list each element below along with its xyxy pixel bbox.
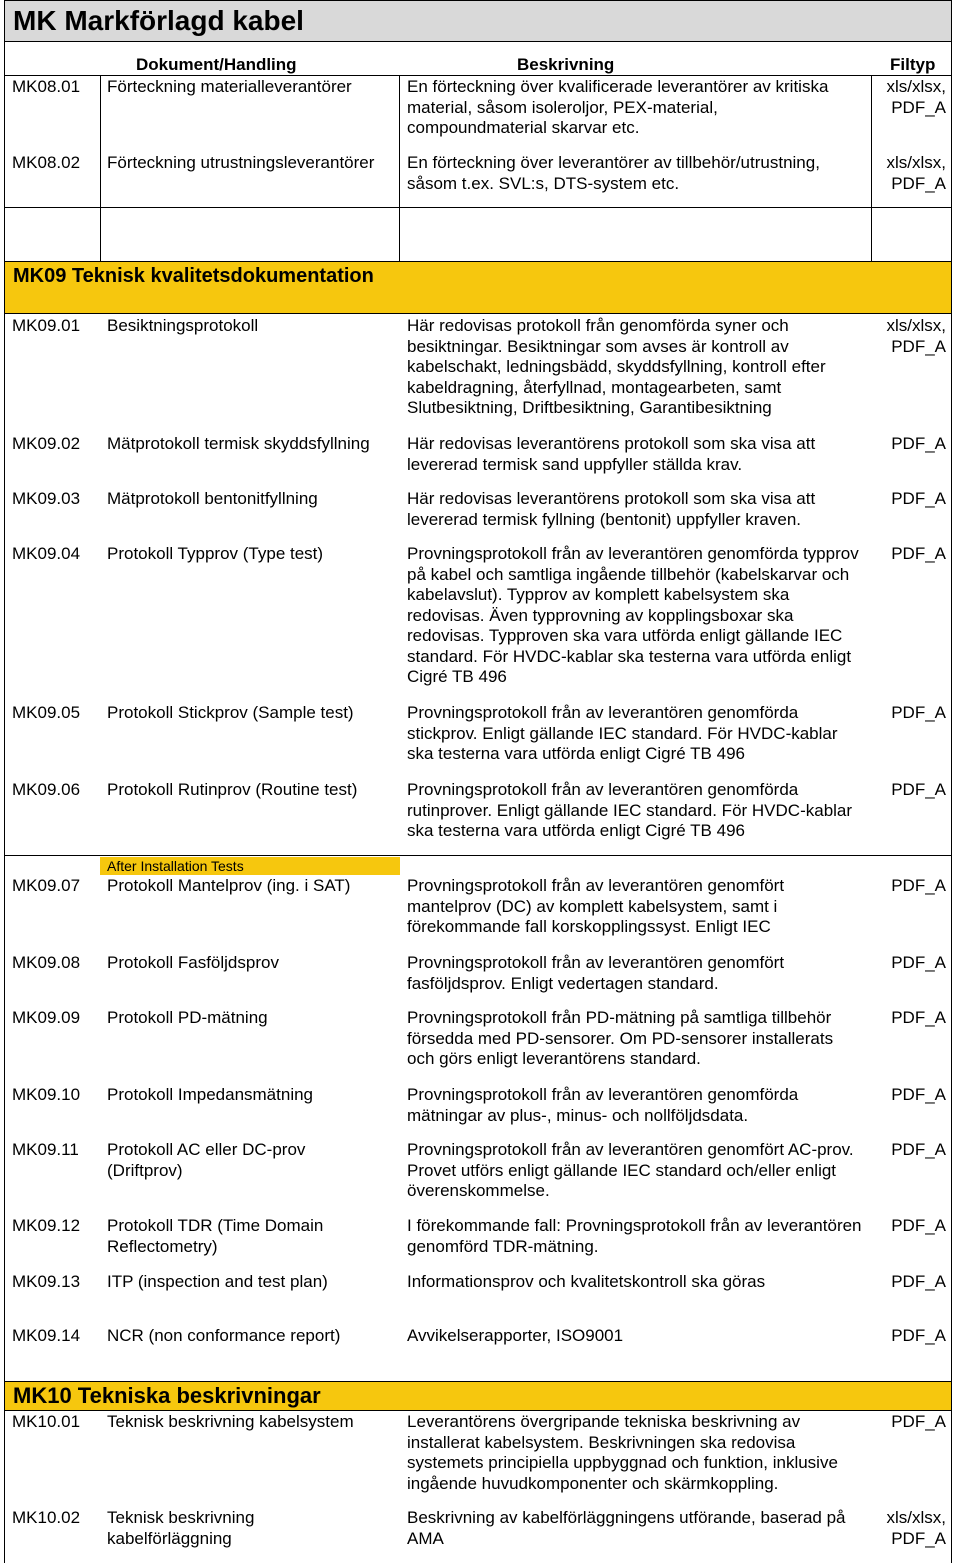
- row-id: MK09.11: [12, 1140, 79, 1159]
- row-description: Provningsprotokoll från PD-mätning på samtliga tillbehör försedda med PD-sensorer. Om PD-sensorer installerats och görs enligt leverantörens standard.: [407, 1008, 834, 1068]
- row-id: MK09.12: [12, 1216, 81, 1235]
- row-name: Besiktningsprotokoll: [107, 316, 259, 335]
- divider: [4, 313, 952, 314]
- row-id: MK09.09: [12, 1008, 81, 1027]
- row-name: Protokoll PD-mätning: [107, 1008, 268, 1027]
- row-filetype: PDF_A: [891, 1272, 946, 1291]
- row-id: MK10.02: [12, 1508, 81, 1527]
- row-id: MK10.01: [12, 1412, 81, 1431]
- row-description: Provningsprotokoll från av leverantören genomfört fasföljdsprov. Enligt vedertagen standard.: [407, 953, 785, 993]
- row-description: Provningsprotokoll från av leverantören genomförda rutinprover. Enligt gällande IEC standard. För HVDC-kablar ska testerna vara utförda enligt Cigré TB 496: [407, 780, 853, 840]
- row-name: Protokoll Fasföljdsprov: [107, 953, 279, 972]
- row-name: Protokoll AC eller DC-prov (Driftprov): [107, 1140, 306, 1180]
- section-header-mk09: [4, 261, 952, 313]
- row-name: Protokoll Impedansmätning: [107, 1085, 314, 1104]
- after-installation-tests-label: After Installation Tests: [100, 857, 400, 875]
- row-id: MK08.01: [12, 77, 81, 96]
- row-name: Mätprotokoll termisk skyddsfyllning: [107, 434, 370, 453]
- row-description: Avvikelserapporter, ISO9001: [407, 1326, 624, 1345]
- row-description: En förteckning över kvalificerade leverantörer av kritiska material, såsom isoleroljor, PEX-material, compoundmaterial skarvar etc.: [407, 77, 829, 137]
- row-name: Protokoll TDR (Time Domain Reflectometry): [107, 1216, 324, 1256]
- row-filetype: PDF_A: [891, 703, 946, 722]
- row-filetype: PDF_A: [891, 876, 946, 895]
- row-name: NCR (non conformance report): [107, 1326, 341, 1345]
- row-id: MK09.06: [12, 780, 81, 799]
- row-id: MK08.02: [12, 153, 81, 172]
- row-filetype: PDF_A: [891, 780, 946, 799]
- divider: [4, 1410, 952, 1411]
- row-id: MK09.02: [12, 434, 81, 453]
- row-description: Här redovisas protokoll från genomförda syner och besiktningar. Besiktningar som avses är kontroll av kabelschakt, ledningsbädd, skyddsfyllning, kontroll efter kabeldragning, återfyllnad, montagearbeten, samt Slutbesiktning, Driftbesiktning, Garantibesiktning: [407, 316, 826, 417]
- section-header-mk: [4, 1, 952, 41]
- divider: [4, 75, 952, 76]
- row-name: Teknisk beskrivning kabelsystem: [107, 1412, 354, 1431]
- row-description: Beskrivning av kabelförläggningens utförande, baserad på AMA: [407, 1508, 846, 1548]
- row-filetype: PDF_A: [891, 1326, 946, 1345]
- row-name: Protokoll Stickprov (Sample test): [107, 703, 354, 722]
- row-id: MK09.14: [12, 1326, 81, 1345]
- row-name: Förteckning materialleverantörer: [107, 77, 352, 96]
- row-name: Protokoll Rutinprov (Routine test): [107, 780, 358, 799]
- row-description: Provningsprotokoll från av leverantören genomförda mätningar av plus-, minus- och nollföljdsdata.: [407, 1085, 799, 1125]
- row-filetype: PDF_A: [891, 1412, 946, 1431]
- row-filetype: PDF_A: [891, 544, 946, 563]
- row-name: Förteckning utrustningsleverantörer: [107, 153, 375, 172]
- row-name: Protokoll Typprov (Type test): [107, 544, 324, 563]
- row-description: En förteckning över leverantörer av tillbehör/utrustning, såsom t.ex. SVL:s, DTS-system etc.: [407, 153, 820, 193]
- column-divider: [399, 75, 400, 261]
- row-description: Informationsprov och kvalitetskontroll ska göras: [407, 1272, 766, 1291]
- column-header-description: Beskrivning: [517, 55, 615, 74]
- row-name: Protokoll Mantelprov (ing. i SAT): [107, 876, 351, 895]
- row-id: MK09.01: [12, 316, 81, 335]
- divider: [4, 261, 952, 262]
- row-filetype: PDF_A: [891, 1140, 946, 1159]
- row-description: Leverantörens övergripande tekniska beskrivning av installerat kabelsystem. Beskrivningen ska redovisa systemets principiella uppbyggnad och funktion, inklusive ingående huvudkomponenter och skärmkoppling.: [407, 1412, 838, 1493]
- row-description: Provningsprotokoll från av leverantören genomförda typprov på kabel och samtliga ingående tillbehör (kabelskarvar och kabelavslut). Typprov av komplett kabelsystem ska redovisas. Även typprovning av kopplingsboxar ska redovisas. Typproven ska vara utförda enligt gällande IEC standard. För HVDC-kablar ska testerna vara utförda enligt Cigré TB 496: [407, 544, 859, 686]
- row-name: Mätprotokoll bentonitfyllning: [107, 489, 318, 508]
- row-description: Provningsprotokoll från av leverantören genomfört mantelprov (DC) av komplett kabelsystem, samt i förekommande fall korskopplingssyst. Enligt IEC: [407, 876, 785, 936]
- row-id: MK09.03: [12, 489, 81, 508]
- row-id: MK09.05: [12, 703, 81, 722]
- section-title: MK09 Teknisk kvalitetsdokumentation: [13, 265, 374, 287]
- row-id: MK09.13: [12, 1272, 81, 1291]
- row-description: I förekommande fall: Provningsprotokoll från av leverantören genomförd TDR-mätning.: [407, 1216, 862, 1256]
- section-title: MK10 Tekniska beskrivningar: [13, 1383, 321, 1408]
- row-filetype: xls/xlsx, PDF_A: [886, 77, 946, 117]
- row-id: MK09.07: [12, 876, 81, 895]
- column-header-document: Dokument/Handling: [136, 55, 297, 74]
- row-id: MK09.04: [12, 544, 81, 563]
- divider: [4, 41, 952, 42]
- row-name: Teknisk beskrivning kabelförläggning: [107, 1508, 255, 1548]
- row-id: MK09.08: [12, 953, 81, 972]
- row-name: ITP (inspection and test plan): [107, 1272, 328, 1291]
- row-description: Provningsprotokoll från av leverantören genomförda stickprov. Enligt gällande IEC standard. För HVDC-kablar ska testerna vara utförda enligt Cigré TB 496: [407, 703, 838, 763]
- row-description: Här redovisas leverantörens protokoll som ska visa att levererad termisk sand uppfyller ställda krav.: [407, 434, 816, 474]
- row-filetype: PDF_A: [891, 953, 946, 972]
- row-filetype: PDF_A: [891, 434, 946, 453]
- row-filetype: xls/xlsx, PDF_A: [886, 153, 946, 193]
- row-filetype: PDF_A: [891, 1216, 946, 1235]
- row-filetype: PDF_A: [891, 1085, 946, 1104]
- row-filetype: PDF_A: [891, 489, 946, 508]
- column-header-filetype: Filtyp: [890, 55, 936, 74]
- divider: [4, 207, 952, 208]
- frame-right-border: [951, 0, 952, 1563]
- row-filetype: xls/xlsx, PDF_A: [886, 316, 946, 356]
- row-description: Provningsprotokoll från av leverantören genomfört AC-prov. Provet utförs enligt gällande IEC standard och/eller enligt överenskommelse.: [407, 1140, 854, 1200]
- section-title: MK Markförlagd kabel: [13, 5, 304, 36]
- row-filetype: PDF_A: [891, 1008, 946, 1027]
- row-id: MK09.10: [12, 1085, 81, 1104]
- frame-left-border: [4, 0, 5, 1563]
- row-filetype: xls/xlsx, PDF_A: [886, 1508, 946, 1548]
- divider: [4, 855, 952, 856]
- section-header-mk10: [4, 1382, 952, 1410]
- row-description: Här redovisas leverantörens protokoll som ska visa att levererad termisk fyllning (bentonit) uppfyller kraven.: [407, 489, 816, 529]
